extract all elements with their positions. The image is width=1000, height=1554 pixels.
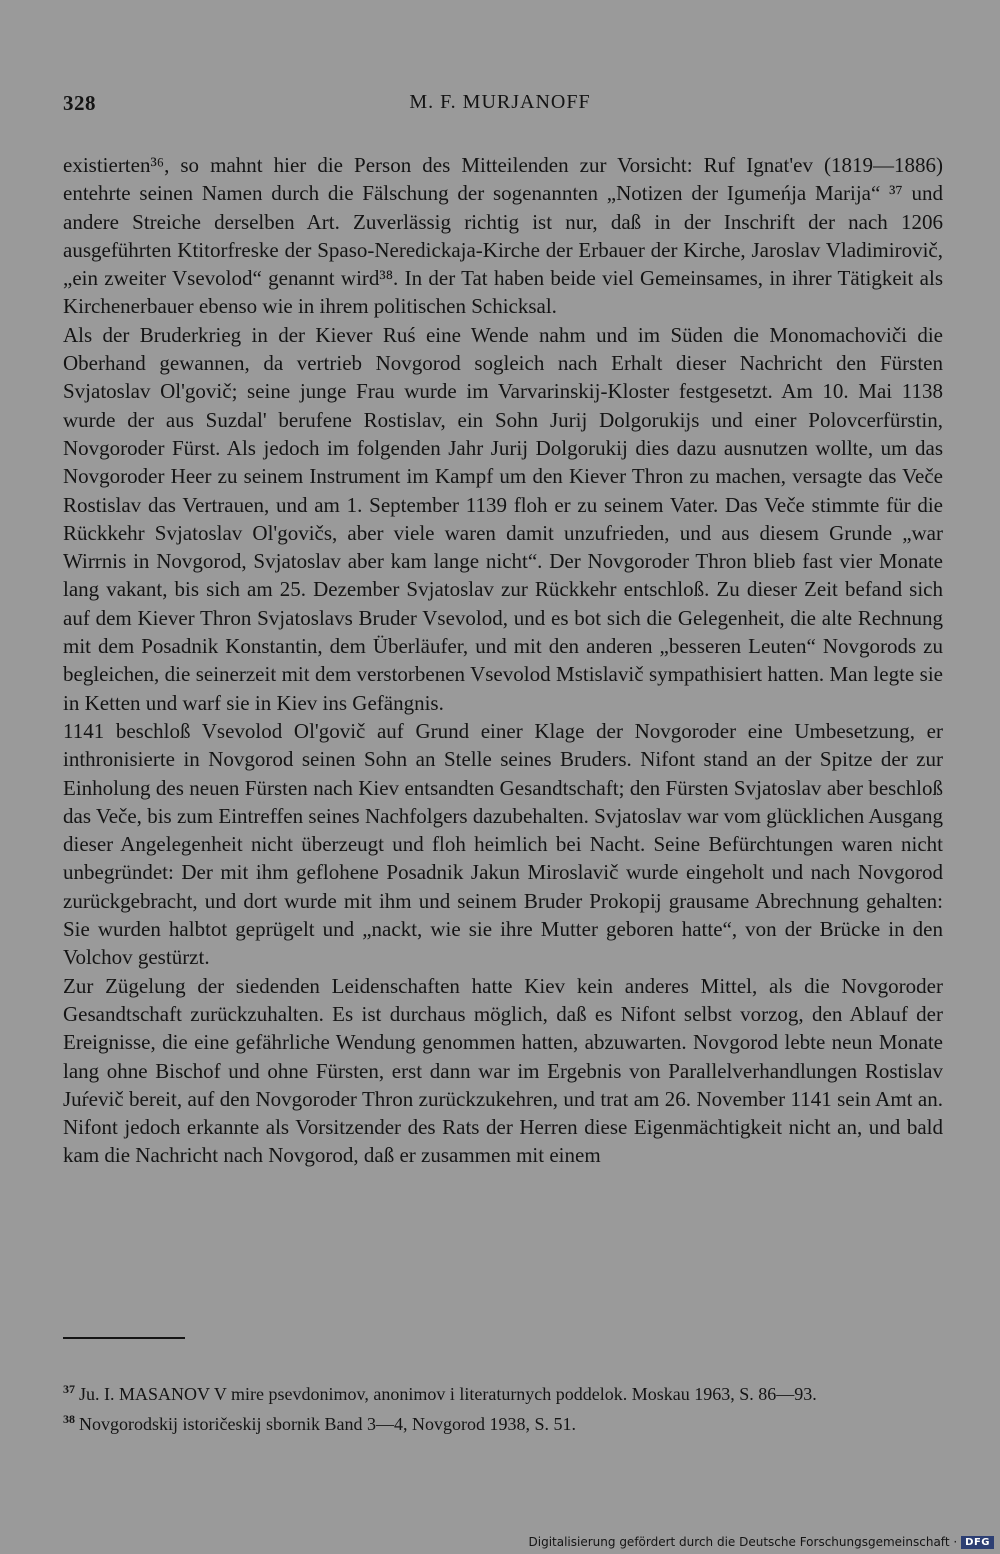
footnote-marker: 37 [63, 1382, 75, 1396]
footnote-divider [63, 1337, 185, 1339]
paragraph: Als der Bruderkrieg in der Kiever Ruś eine Wende nahm und im Süden die Monomachoviči die Oberhand gewannen, da vertrieb Novgorod sogleich nach Erhalt dieser Nachricht den Fürsten Svjatoslav Ol'govič; seine junge Frau wurde im Varvarinskij-Kloster festgesetzt. Am 10. Mai 1138 wurde der aus Suzdal' berufene Rostislav, ein Sohn Jurij Dolgorukijs und einer Polovcerfürstin, Novgoroder Fürst. Als jedoch im folgenden Jahr Jurij Dolgorukij dies dazu ausnutzen wollte, um das Novgoroder Heer zu seinem Instrument im Kampf um den Kiever Thron zu machen, versagte das Veče Rostislav das Vertrauen, und am 1. September 1139 floh er zu seinem Vater. Das Veče stimmte für die Rückkehr Svjatoslav Ol'govičs, aber viele waren damit unzufrieden, und aus diesem Grunde „war Wirrnis in Novgorod, Svjatoslav aber kam lange nicht“. Der Novgoroder Thron blieb fast vier Monate lang vakant, bis sich am 25. Dezember Svjatoslav zur Rückkehr entschloß. Zu dieser Zeit befand sich auf dem Kiever Thron Svjatoslavs Bruder Vsevolod, und es bot sich die Gelegenheit, die alte Rechnung mit dem Posadnik Konstantin, dem Überläufer, und mit den anderen „besseren Leuten“ Novgorods zu begleichen, die seinerzeit mit dem verstorbenen Vsevolod Mstislavič sympathisiert hatten. Man legte sie in Ketten und warf sie in Kiev ins Gefängnis. [63, 322, 943, 715]
footnote-marker: 38 [63, 1412, 75, 1426]
dfg-logo-icon: DFG [961, 1536, 994, 1549]
body-text [63, 151, 943, 1170]
paragraph: 1141 beschloß Vsevolod Ol'govič auf Grund einer Klage der Novgoroder eine Umbesetzung, er inthronisierte in Novgorod seinen Sohn an Stelle seines Bruders. Nifont stand an der Spitze der zur Einholung des neuen Fürsten nach Kiev entsandten Gesandtschaft; den Fürsten Svjatoslav aber beschloß das Veče, bis zum Eintreffen seines Nachfolgers dazubehalten. Svjatoslav war vom glücklichen Ausgang dieser Angelegenheit nicht überzeugt und floh heimlich bei Nacht. Seine Befürchtungen waren nicht unbegründet: Der mit ihm geflohene Posadnik Jakun Miroslavič wurde eingeholt und nach Novgorod zurückgebracht, und dort wurde mit ihm und seinem Bruder Prokopij grausame Abrechnung gehalten: Sie wurden halbtot geprügelt und „nackt, wie sie ihre Mutter geboren hatte“, von der Brücke in den Volchov gestürzt. [63, 718, 943, 970]
paragraph: Zur Zügelung der siedenden Leidenschaften hatte Kiev kein anderes Mittel, als die Novgoroder Gesandtschaft zurückzuhalten. Es ist durchaus möglich, daß es Nifont selbst vorzog, den Ablauf der Ereignisse, die eine gefährliche Wendung genommen hatten, abzuwarten. Novgorod lebte neun Monate lang ohne Bischof und ohne Fürsten, erst dann war im Ergebnis von Parallelverhandlungen Rostislav Juŕevič bereit, auf den Novgoroder Thron zurückzukehren, und trat am 26. November 1141 sein Amt an. Nifont jedoch erkannte als Vorsitzender des Rats der Herren diese Eigenmächtigkeit nicht an, und bald kam die Nachricht nach Novgorod, daß er zusammen mit einem [63, 973, 943, 1168]
paragraph: existierten³⁶, so mahnt hier die Person des Mitteilenden zur Vorsicht: Ruf Ignat'ev (1819—1886) entehrte seinen Namen durch die Fälschung der sogenannten „Notizen der Igumeńja Marija“ ³⁷ und andere Streiche derselben Art. Zuverlässig richtig ist nur, daß in der Inschrift der nach 1206 ausgeführten Ktitorfreske der Spaso-Neredickaja-Kirche der Erbauer der Kirche, Jaroslav Vladimirovič, „ein zweiter Vsevolod“ genannt wird³⁸. In der Tat haben beide viel Gemeinsames, in ihrer Tätigkeit als Kirchenerbauer ebenso wie in ihrem politischen Schicksal. [63, 153, 943, 319]
page-number: 328 [63, 91, 96, 115]
footnote-text: Ju. I. MASANOV V mire psevdonimov, anonimov i literaturnych poddelok. Moskau 1963, S. 86—93. [79, 1384, 817, 1404]
running-head: M. F. MURJANOFF [409, 91, 591, 113]
footnote-text: Novgorodskij istoričeskij sbornik Band 3—4, Novgorod 1938, S. 51. [79, 1414, 576, 1434]
footnotes [63, 1377, 943, 1437]
footnote [63, 1377, 943, 1406]
footer-banner [529, 1535, 994, 1549]
footnote [63, 1407, 943, 1436]
digitization-note: Digitalisierung gefördert durch die Deutsche Forschungsgemeinschaft · [528, 1535, 958, 1549]
